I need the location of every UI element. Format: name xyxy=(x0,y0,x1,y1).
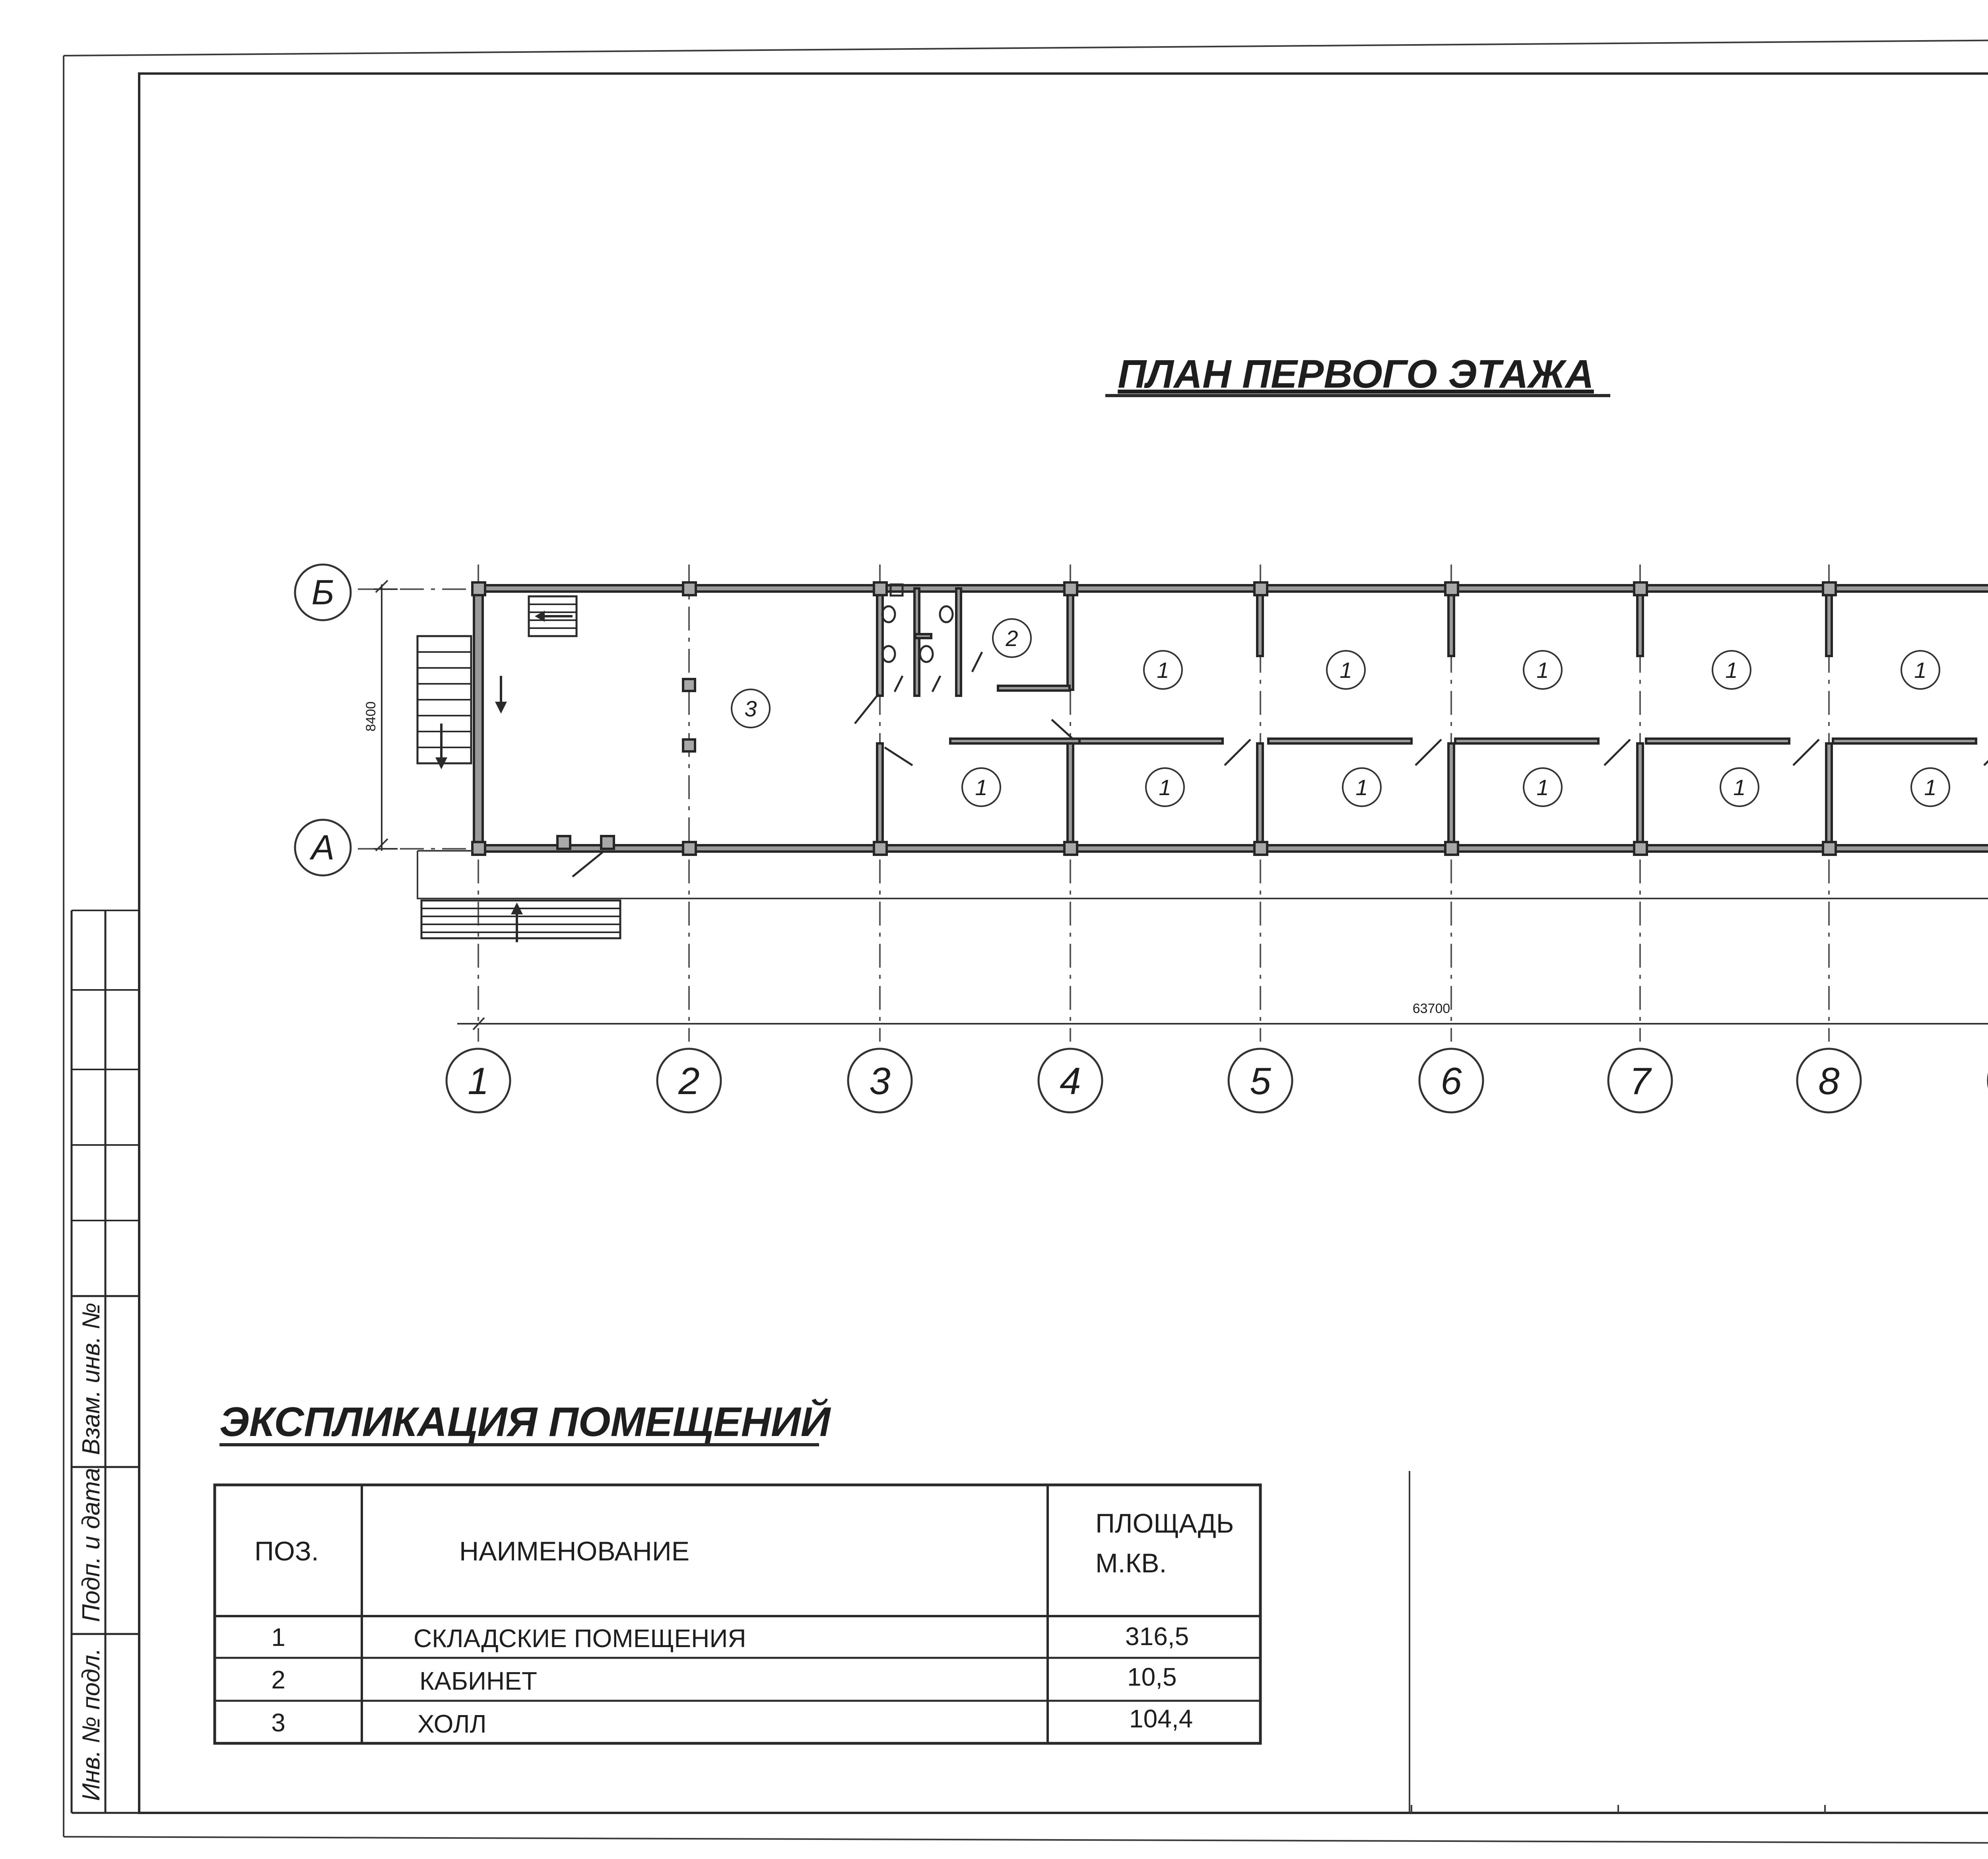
table-row-pos: 2 xyxy=(271,1665,285,1694)
axis-label-4: 4 xyxy=(1060,1060,1081,1102)
table-row-area: 10,5 xyxy=(1127,1663,1177,1691)
col-header-area-line2: М.КВ. xyxy=(1095,1548,1167,1578)
room-tag-storage: 1 xyxy=(1725,658,1738,683)
axis-label-1: 1 xyxy=(468,1060,489,1102)
axis-label-A: А xyxy=(311,828,335,867)
room-tag-storage: 1 xyxy=(975,775,988,800)
stamp-field-inv-original: Инв. № подл. xyxy=(78,1648,105,1801)
room-tag-storage: 1 xyxy=(1536,658,1549,683)
explication-table xyxy=(215,1485,1260,1743)
stair-inner xyxy=(495,596,577,714)
dim-height-text: 8400 xyxy=(363,701,379,732)
frame-ticks xyxy=(1411,1630,1988,1813)
room-tag-storage: 1 xyxy=(1157,658,1169,683)
table-row-name: КАБИНЕТ xyxy=(419,1667,537,1695)
axis-label-5: 5 xyxy=(1250,1060,1271,1102)
dim-length-text: 63700 xyxy=(1412,1001,1450,1016)
sheet-frame xyxy=(64,36,1988,1845)
side-stamp xyxy=(72,910,139,1813)
room-tag-storage: 1 xyxy=(1914,658,1927,683)
site-outline xyxy=(417,354,1988,898)
table-row-area: 104,4 xyxy=(1129,1704,1193,1733)
table-row-name: ХОЛЛ xyxy=(417,1710,487,1738)
axis-label-7: 7 xyxy=(1629,1060,1651,1102)
plan-title: ПЛАН ПЕРВОГО ЭТАЖА xyxy=(1118,352,1594,396)
stamp-field-replaced-inv: Взам. инв. № xyxy=(78,1302,105,1455)
room-tag-storage: 1 xyxy=(1924,775,1937,800)
column-axis-bubbles xyxy=(447,1049,1988,1112)
column-axes xyxy=(478,565,1988,1042)
axis-label-2: 2 xyxy=(678,1060,700,1102)
col-header-name: НАИМЕНОВАНИЕ xyxy=(459,1536,690,1566)
room-tag-storage: 1 xyxy=(1733,775,1746,800)
table-row-area: 316,5 xyxy=(1125,1622,1189,1651)
room-tag-storage: 1 xyxy=(1340,658,1352,683)
dimension-length xyxy=(457,1001,1988,1030)
stair-front xyxy=(421,900,620,942)
building-walls xyxy=(474,585,1988,852)
stamp-field-sign-date: Подп. и дата xyxy=(78,1467,105,1622)
axis-label-8: 8 xyxy=(1818,1060,1840,1102)
col-header-area-line1: ПЛОЩАДЬ xyxy=(1095,1508,1234,1539)
axis-label-3: 3 xyxy=(869,1060,891,1102)
table-row-name: СКЛАДСКИЕ ПОМЕЩЕНИЯ xyxy=(414,1624,746,1653)
axis-label-6: 6 xyxy=(1441,1060,1462,1102)
explication-title: ЭКСПЛИКАЦИЯ ПОМЕЩЕНИЙ xyxy=(219,1399,831,1445)
row-axis-bubbles xyxy=(295,565,351,875)
dimension-height xyxy=(363,580,398,851)
room-tag-storage: 1 xyxy=(1536,775,1549,800)
axis-label-B: Б xyxy=(311,572,334,612)
room-tag-hall: 3 xyxy=(744,696,757,721)
row-axes xyxy=(358,589,1988,849)
room-tag-office: 2 xyxy=(1006,626,1018,651)
structural-columns xyxy=(472,582,1988,855)
table-row-pos: 3 xyxy=(271,1708,285,1737)
room-tag-storage: 1 xyxy=(1355,775,1368,800)
stair-left xyxy=(417,636,471,769)
col-header-pos: ПОЗ. xyxy=(254,1536,319,1566)
door-swings xyxy=(573,576,1988,877)
room-tag-storage: 1 xyxy=(1159,775,1171,800)
table-row-pos: 1 xyxy=(271,1623,285,1651)
